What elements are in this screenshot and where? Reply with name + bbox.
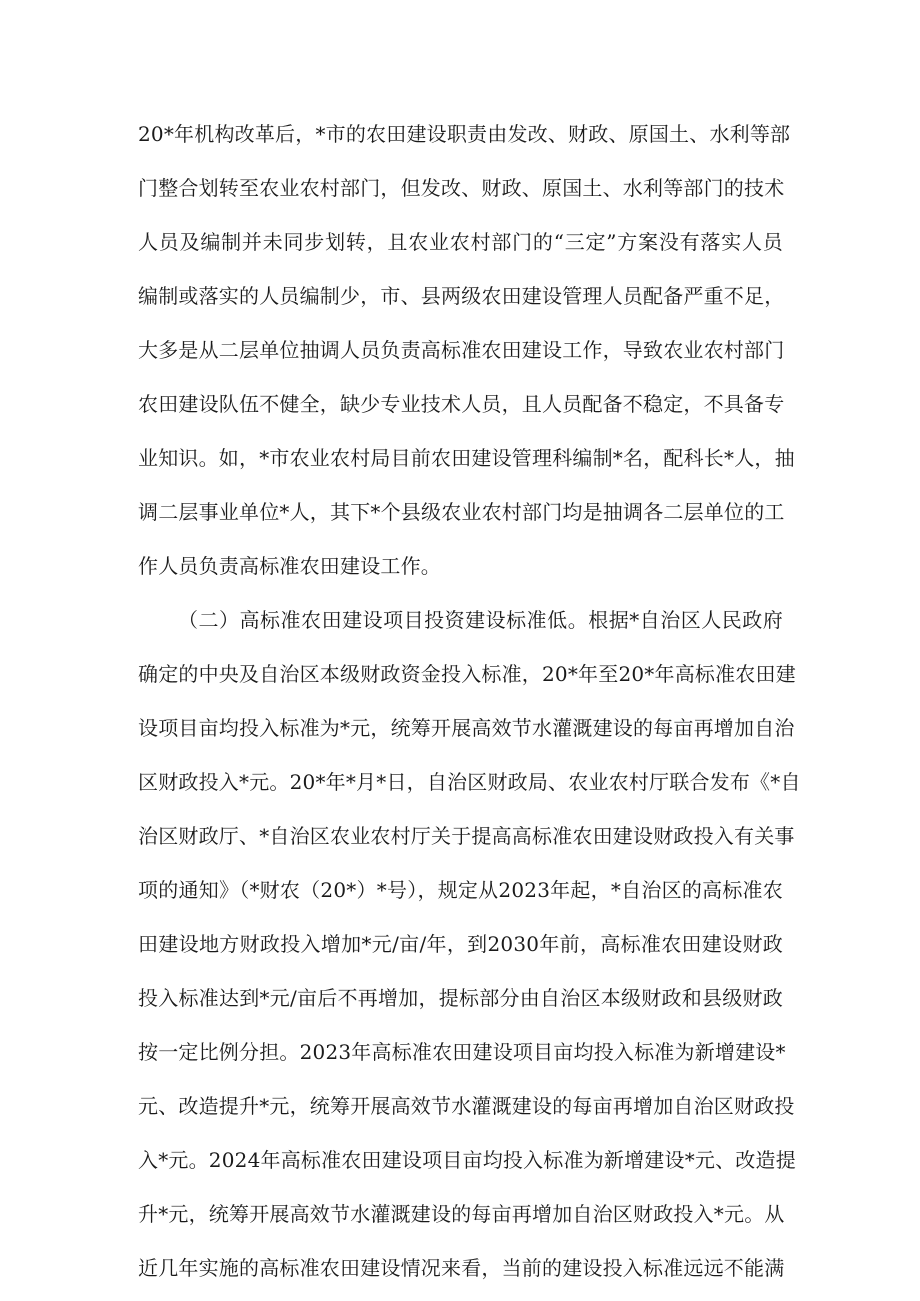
text-line: 按一定比例分担。2023年高标准农田建设项目亩均投入标准为新增建设* [138,1040,786,1064]
text-line: 作人员负责高标准农田建设工作。 [138,554,441,578]
text-line: 入*元。2024年高标准农田建设项目亩均投入标准为新增建设*元、改造提 [138,1148,796,1172]
text-line: 调二层事业单位*人，其下*个县级农业农村部门均是抽调各二层单位的工 [138,500,785,524]
text-line: 大多是从二层单位抽调人员负责高标准农田建设工作，导致农业农村部门 [138,338,785,362]
text-line: 田建设地方财政投入增加*元/亩/年，到2030年前，高标准农田建设财政 [138,932,783,956]
text-line: 近几年实施的高标准农田建设情况来看，当前的建设投入标准远远不能满 [138,1256,785,1280]
text-line: 农田建设队伍不健全，缺少专业技术人员，且人员配备不稳定，不具备专 [138,392,785,416]
text-line: 20*年机构改革后，*市的农田建设职责由发改、财政、原国土、水利等部 [138,122,791,146]
section-heading-line: （二）高标准农田建设项目投资建设标准低。根据*自治区人民政府 [178,608,783,632]
text-line: 项的通知》（*财农（20*）*号），规定从2023年起，*自治区的高标准农 [138,878,783,902]
text-line: 区财政投入*元。20*年*月*日，自治区财政局、农业农村厅联合发布《*自 [138,770,801,794]
text-line: 确定的中央及自治区本级财政资金投入标准，20*年至20*年高标准农田建 [138,662,796,686]
text-line: 人员及编制并未同步划转，且农业农村部门的“三定”方案没有落实人员 [138,230,783,254]
text-line: 治区财政厅、*自治区农业农村厅关于提高高标准农田建设财政投入有关事 [138,824,795,848]
text-line: 业知识。如，*市农业农村局目前农田建设管理科编制*名，配科长*人，抽 [138,446,795,470]
text-line: 元、改造提升*元，统筹开展高效节水灌溉建设的每亩再增加自治区财政投 [138,1094,795,1118]
text-line: 升*元，统筹开展高效节水灌溉建设的每亩再增加自治区财政投入*元。从 [138,1202,785,1226]
text-line: 设项目亩均投入标准为*元，统筹开展高效节水灌溉建设的每亩再增加自治 [138,716,795,740]
text-line: 门整合划转至农业农村部门，但发改、财政、原国土、水利等部门的技术 [138,176,785,200]
text-line: 编制或落实的人员编制少，市、县两级农田建设管理人员配备严重不足， [138,284,785,308]
text-line: 投入标准达到*元/亩后不再增加，提标部分由自治区本级财政和县级财政 [138,986,783,1010]
